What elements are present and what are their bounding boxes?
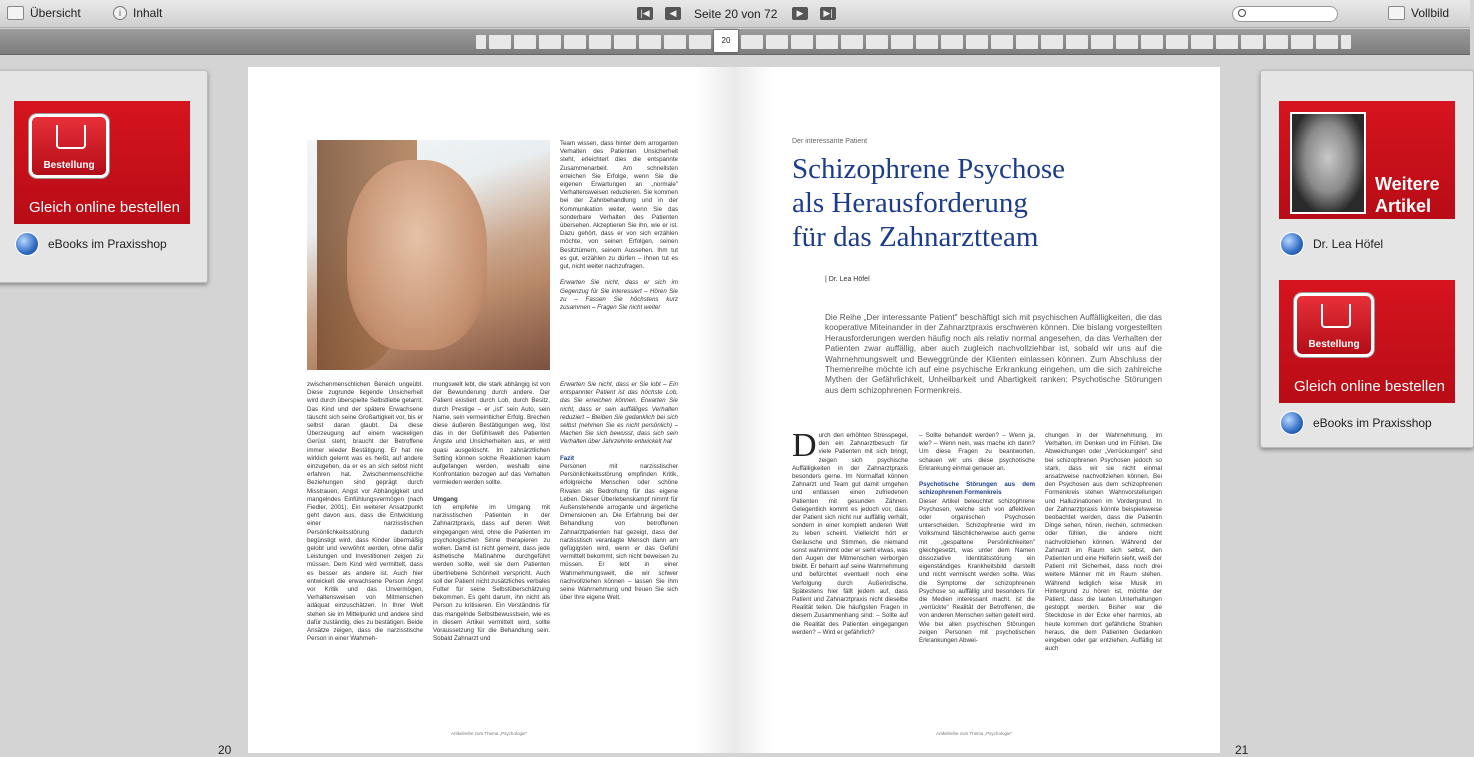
author-banner-line-2: Artikel xyxy=(1375,196,1432,216)
shopping-cart-icon xyxy=(1294,293,1374,357)
fullscreen-icon xyxy=(1388,6,1405,20)
left-col-3-heading: Fazit xyxy=(560,454,575,462)
next-page-button[interactable] xyxy=(792,7,808,20)
prev-page-icon: ◀ xyxy=(669,8,677,18)
author-banner-line-1: Weitere xyxy=(1375,174,1440,194)
search-icon xyxy=(1238,9,1246,17)
fullscreen-button[interactable] xyxy=(1388,6,1449,20)
left-col-3-italic: Erwarten Sie nicht, dass er Sie lobt – Ein entspannter Patient ist das höchste Lob, das Sie erreichen können. Erwarten Sie nicht, dass er sein auffälliges Verhalten reduziert – Bleiben Sie gedanklich bei sich selbst (nehmen Sie es nicht persönlich) – Machen Sie sich bewusst, dass sich sein Verhalten über Jahrzehnte entwickelt hat xyxy=(560,381,678,446)
left-col-3 xyxy=(560,381,678,706)
right-col-2 xyxy=(919,432,1035,707)
title-line-2: als Herausforderung xyxy=(792,187,1028,219)
thumbnail-spread[interactable] xyxy=(941,35,963,49)
article-author: | Dr. Lea Höfel xyxy=(825,276,870,283)
prev-page-button[interactable] xyxy=(665,7,681,20)
left-ad-link-label: eBooks im Praxisshop xyxy=(48,237,167,251)
left-col-2 xyxy=(433,381,550,706)
page-number-left: 20 xyxy=(218,743,232,757)
thumbnail-spread[interactable] xyxy=(991,35,1013,49)
left-ad-panel xyxy=(0,70,208,283)
right-ad-headline: Gleich online bestellen xyxy=(1294,378,1445,395)
left-col-2-text: mungswelt lebt, die stark abhängig ist von der Bewunderung durch andere. Der Patient existiert durch Lob, durch Besitz, durch Prestige – er „ist" sein Auto, sein Name, sein vermeintlicher Erfolg. Brechen diese äußeren Bestätigungen weg, löst das in der Gefühlswelt des Patienten Ängste und Unsicherheiten aus, er wird quasi ausgelöscht. Im zahnärztlichen Setting können solche Reaktionen kaum aufgefangen werden, weshalb eine Konfrontation bezogen auf das Verhalten vermieden werden sollte. xyxy=(433,381,550,487)
right-ad-link[interactable] xyxy=(1281,412,1432,434)
right-col-1 xyxy=(792,427,908,707)
right-col-1-text: urch den erhöhten Stresspegel, den ein Zahnarztbesuch für viele Patienten mit sich bringt, zeigen sich psychische Auffälligkeiten in der Zahnarztpraxis besonders gerne. Im Normalfall können Zahnarzt und Team gut damit umgehen und entlassen einen zufriedenen Patienten mit gesunden Zähnen. Gelegentlich kommt es jedoch vor, dass der Patient sich nicht nur auffällig verhält, sondern in einer komplett anderen Welt zu leben scheint. Vielleicht hört er Geräusche und Stimmen, die niemand sonst wahrnimmt oder er sieht etwas, was den Augen der Mitmenschen verborgen bleibt. Er beharrt auf seine Wahrnehmung und befürchtet eventuell noch eine Verfolgung durch Außerirdische. Spätestens hier fällt jedem auf, dass Patient und Zahnarztpraxis nicht dieselbe Realität teilen. Die häufigsten Fragen in diesem Zusammenhang sind: – Sollte auf die Realität des Patienten eingegangen werden? – Wird er gefährlich? xyxy=(792,432,908,636)
first-page-button[interactable] xyxy=(637,7,653,20)
left-col-top xyxy=(560,140,678,312)
thumbnail-spread[interactable] xyxy=(891,35,913,49)
left-ad-headline: Gleich online bestellen xyxy=(29,199,180,216)
article-intro: Die Reihe „Der interessante Patient" beschäftigt sich mit psychischen Auffälligkeiten, die das kooperative Miteinander in der Zahnarztpraxis erschweren können. Die bislang vorgestellten Herausforderungen werden häufig noch als relativ normal angesehen, da das Verhalten der Patienten zwar auffällig, aber auch zugleich nachvollziehbar ist, sobald wir uns auf die Wahrnehmungswelt und Beweggründe der Klienten einlassen können. Zum Abschluss der Themenreihe möchte ich auf eine psychische Erkrankung eingehen, um die sich zahlreiche Mythen der Gefährlichkeit, Unheilbarkeit und Abartigkeit ranken: Psychotische Störungen aus dem schizophrenen Formenkreis. xyxy=(825,313,1162,395)
title-line-3: für das Zahnarztteam xyxy=(792,221,1039,253)
thumbnail-spread[interactable] xyxy=(1241,35,1263,49)
cart-basket-shape xyxy=(56,125,86,149)
thumbnail-spread[interactable] xyxy=(664,35,686,49)
overview-button[interactable] xyxy=(7,6,81,20)
thumbnail-spread[interactable] xyxy=(1316,35,1338,49)
thumbnail-spread[interactable] xyxy=(589,35,611,49)
thumbnail-spread[interactable] xyxy=(1166,35,1188,49)
thumbnail-spread[interactable] xyxy=(1066,35,1088,49)
thumbnail-spread[interactable] xyxy=(916,35,938,49)
thumbnail-spread[interactable] xyxy=(1291,35,1313,49)
left-col-2-heading: Umgang xyxy=(433,495,458,503)
photo-face-shape xyxy=(347,160,487,350)
thumbnail-spread[interactable] xyxy=(1216,35,1238,49)
thumbnail-spread[interactable] xyxy=(791,35,813,49)
thumbnail-spread[interactable] xyxy=(966,35,988,49)
first-page-icon: |◀ xyxy=(640,8,650,18)
title-line-1: Schizophrene Psychose xyxy=(792,153,1066,185)
thumbnail-spread[interactable] xyxy=(1191,35,1213,49)
left-ad-badge: Bestellung xyxy=(43,160,95,171)
right-col-3: chungen in der Wahrnehmung, im Verhalten, im Denken und im Fühlen. Die Abweichungen oder „Verrückungen" sind bei schizophrenen Psychosen jedoch so stark, dass wir sie nicht einmal ansatzweise nachvollziehen können. Bei den Psychosen aus dem schizophrenen Formenkreis stehen Wahnvorstellungen und Halluzinationen im Vordergrund. In der Zahnarztpraxis könnte beispielsweise beobachtet werden, dass die Patientin Dinge sehen, hören, riechen, schmecken oder fühlen, die andere nicht nachvollziehen können. Während der Zahnarzt im Raum sich selbst, den Patienten und eine Helferin sieht, weiß der Patient mit Sicherheit, dass noch drei weitere Männer mit im Raum stehen. Während lediglich leise Musik im Hintergrund zu hören ist, möchte der Patient, dass die lauten Unterhaltungen gestoppt werden. Bisher war die Steckdose in der Ecke eher harmlos, ab heute kommen dort gefährliche Strahlen heraus, die dem Patienten Gedanken eingeben oder gar entziehen. Auffällig ist auch xyxy=(1045,432,1162,653)
last-page-icon: ▶| xyxy=(823,8,833,18)
grid-icon xyxy=(7,6,24,20)
thumbnail-spread[interactable] xyxy=(514,35,536,49)
left-col-top-italic: Erwarten Sie nicht, dass er sich im Gegenzug für Sie interessiert – Hören Sie zu – Fassen Sie höchstens kurz zusammen – Fragen Sie nicht weiter xyxy=(560,279,678,312)
right-ad-link-label: eBooks im Praxisshop xyxy=(1313,416,1432,430)
right-ad-badge: Bestellung xyxy=(1308,339,1360,350)
author-portrait xyxy=(1290,112,1366,214)
globe-icon xyxy=(16,233,38,255)
dropcap: D xyxy=(792,427,817,464)
left-ad-link[interactable] xyxy=(16,233,167,255)
article-photo xyxy=(307,140,550,370)
info-icon: i xyxy=(113,6,127,20)
right-col-2-heading: Psychotische Störungen aus dem schizophrenen Formenkreis xyxy=(919,481,1035,497)
left-col-2-body: Ich empfehle im Umgang mit narzisstischen Patienten in der Zahnarztpraxis, dass auf deren Welt eingegangen wird, ohne die Patienten im psychologischen Sinne therapieren zu wollen. Damit ist nicht gemeint, dass jede ästhetische Maßnahme durchgeführt werden sollte, weil sie dem Patienten übertriebene Schönheit verspricht. Auch soll der Patient nicht zusätzliches verbales Futter für seine Selbstüberschätzung bekommen. Es geht darum, ihn nicht als Person zu kritisieren. Ein Verständnis für das mangelnde Selbstbewusstsein, wie es in diesem Artikel vermittelt wird, sollte Voraussetzung für die Behandlung sein. Sobald Zahnarzt und xyxy=(433,504,550,643)
thumbnail-spread[interactable] xyxy=(766,35,788,49)
author-banner-headline xyxy=(1375,173,1440,217)
right-col-2-body: Dieser Artikel beleuchtet schizophrene Psychosen, welche sich von affektiven oder organischen Psychosen unterscheiden. Schizophrenie wird im Volksmund fälschlicherweise auch gerne mit „gespaltene Persönlichkeiten" gleichgesetzt, was unter dem Namen dissoziative Identitätsstörung ein eigenständiges Krankheitsbild darstellt und nicht vermischt werden sollte. Was die Symptome der schizophrenen Psychose so auffällig und besonders für die Medien interessant macht, ist die „verrückte" Realität der Betroffenen, die von anderen Menschen selten geteilt wird. Wie bei allen psychischen Störungen zeigen Personen mit psychotischen Erkrankungen Abwei- xyxy=(919,497,1035,645)
thumbnail-spread[interactable] xyxy=(614,35,636,49)
thumbnail-spread[interactable] xyxy=(841,35,863,49)
page-indicator: Seite 20 von 72 xyxy=(694,7,778,21)
author-link[interactable] xyxy=(1281,233,1383,255)
overview-label: Übersicht xyxy=(30,6,81,20)
thumbnail-spread[interactable] xyxy=(639,35,661,49)
left-col-top-text: Team wissen, dass hinter dem arroganten Verhalten des Patienten Unsicherheit steht, erleichtert dies die entspannte Zusammenarbeit. Am schnellsten erreichen Sie Erfolge, wenn Sie die eigenen Erwartungen an „normale" Verhaltensweisen reduzieren. Sie kommen bei der Zahnbehandlung und in der Kommunikation weiter, wenn Sie das sonderbare Verhalten des Patienten übersehen. Akzeptieren Sie ihn, wie er ist. Dazu gehört, dass er von sich erzählen möchte, von seinen Erfolgen, seinen Besitztümern, seinem Aussehen. Ihm tut es gut, erzählen zu dürfen – Ihnen tut es gut, nicht weiter nachzufragen. xyxy=(560,140,678,271)
last-page-button[interactable] xyxy=(820,7,836,20)
shopping-cart-icon xyxy=(29,114,109,178)
next-page-icon: ▶ xyxy=(796,8,804,18)
left-col-3-body: Personen mit narzisstischer Persönlichkeitsstörung empfinden Kritik, erfolgreiche Menschen oder schöne Rivalen als Bedrohung für das eigene Leben. Dieser Überlebenskampf nimmt für Außenstehende arrogante und ärgerliche Dimensionen an. Die Erfahrung bei der Behandlung von betroffenen Zahnarztpatienten hat gezeigt, dass der narzisstisch veranlagte Mensch dann am gefügigsten wird, wenn er das Gefühl vermittelt bekommt, sich nicht beweisen zu müssen. Er lebt in einer Wahrnehmungswelt, die wir schwer nachvollziehen können – lassen Sie ihm seine Wahrnehmung und freuen Sie sich über Ihre eigene Welt. xyxy=(560,463,678,602)
thumbnail-spread[interactable] xyxy=(1266,35,1288,49)
thumbnail-page[interactable] xyxy=(476,35,486,49)
search-input[interactable] xyxy=(1232,6,1338,22)
thumbnail-spread[interactable] xyxy=(1041,35,1063,49)
thumbnail-spread[interactable] xyxy=(489,35,511,49)
right-ad-panel xyxy=(1260,70,1474,448)
globe-icon xyxy=(1281,412,1303,434)
right-ad-banner[interactable] xyxy=(1279,280,1455,403)
thumbnail-spread[interactable] xyxy=(539,35,561,49)
thumbnail-spread[interactable] xyxy=(741,35,763,49)
thumbnail-spread[interactable] xyxy=(1141,35,1163,49)
author-link-label: Dr. Lea Höfel xyxy=(1313,237,1384,251)
toolbar xyxy=(0,0,1470,28)
globe-icon xyxy=(1281,233,1303,255)
thumbnail-spread[interactable] xyxy=(689,35,711,49)
left-footer: Artikelreihe zum Thema „Psychologie" xyxy=(451,731,528,736)
contents-button[interactable] xyxy=(113,6,162,20)
thumbnail-list xyxy=(476,35,1351,57)
thumbnail-strip xyxy=(0,29,1470,55)
cart-basket-shape xyxy=(1321,304,1351,328)
article-kicker: Der interessante Patient xyxy=(792,138,868,145)
thumbnail-spread[interactable] xyxy=(1116,35,1138,49)
left-ad-banner[interactable] xyxy=(14,101,190,224)
right-footer: Artikelreihe zum Thema „Psychologie" xyxy=(936,731,1013,736)
thumbnail-spread[interactable] xyxy=(1016,35,1038,49)
thumbnail-spread[interactable] xyxy=(1091,35,1113,49)
right-col-2-text: – Sollte behandelt werden? – Wenn ja, wie? – Wenn nein, was mache ich dann? Um diese Fragen zu beantworten, schauen wir uns diese psychotische Erkrankung einmal genauer an. xyxy=(919,432,1035,472)
left-col-1: zwischenmenschlichen Bereich ungeübt. Diese zugrunde liegende Unsicherheit wird durch überspielte Selbstliebe getarnt. Das Kind und der spätere Erwachsene täuscht sich seine Großartigkeit vor, bis er selbst daran glaubt. Da diese Überzeugung auf einem wackeligen Gerüst steht, braucht der Betroffene immer wieder Bestätigung. Er hat nie wirklich gelernt was es heißt, auf andere einzugehen, da er es an sich selbst nicht erfahren hat. Zwischenmenschliche Beziehungen sind geprägt durch Misstrauen, Angst vor Abhängigkeit und mangelndes Einfühlungsvermögen (nach Fiedler, 2001). Ein weiterer Ansatzpunkt geht davon aus, dass die Entwicklung einer narzisstischen Persönlichkeitsstörung dadurch begünstigt wird, dass Kinder übermäßig gelobt und verwöhnt werden, ohne dafür Leistungen und Investitionen zeigen zu müssen. Dem Kind wird vermittelt, dass es besser als andere ist. Auch hier entwickelt die erwachsene Person Angst vor Kritik und das Unvermögen, Verhaltensweisen von Mitmenschen adäquat einzuschätzen. In Ihrer Welt stehen sie im Mittelpunkt und andere sind dafür zuständig, dies zu bestätigen. Beide Ansätze zeigen, dass die narzisstische Person in einer Wahrneh- xyxy=(307,381,423,643)
thumbnail-spread[interactable] xyxy=(866,35,888,49)
thumbnail-page[interactable] xyxy=(1341,35,1351,49)
thumbnail-current[interactable]: 20 xyxy=(714,30,738,52)
page-number-right: 21 xyxy=(1235,743,1249,757)
thumbnail-spread[interactable] xyxy=(564,35,586,49)
thumbnail-spread[interactable] xyxy=(816,35,838,49)
article-title xyxy=(792,152,1065,254)
author-banner[interactable] xyxy=(1279,101,1455,219)
contents-label: Inhalt xyxy=(133,6,163,20)
fullscreen-label: Vollbild xyxy=(1411,6,1450,20)
